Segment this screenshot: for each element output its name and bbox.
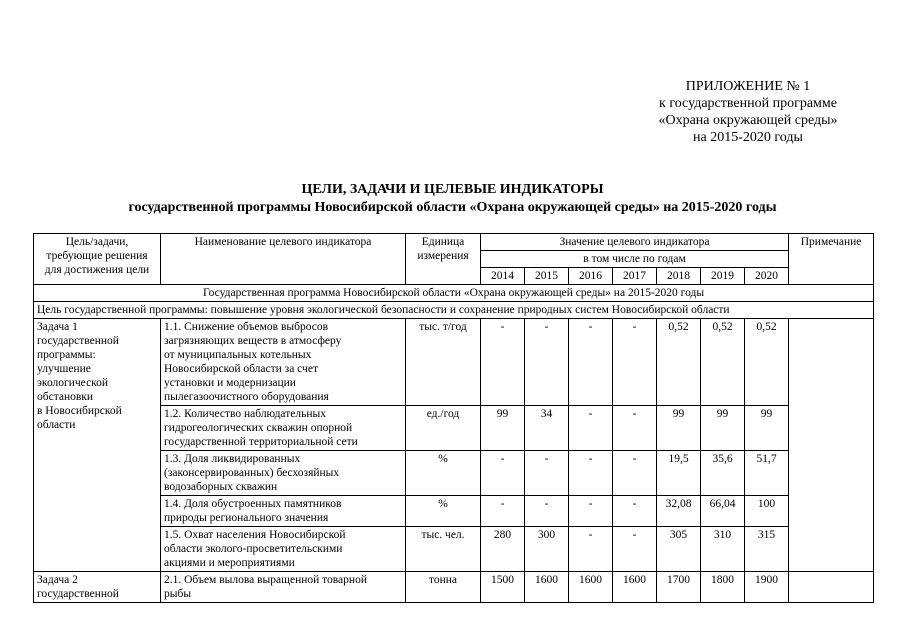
value-cell: 310 xyxy=(701,527,745,572)
value-cell: 0,52 xyxy=(701,319,745,406)
appendix-line: на 2015-2020 годы xyxy=(693,130,803,145)
program-name: Государственная программа Новосибирской области «Охрана окружающей среды» на 2015-2020 годы xyxy=(34,285,874,302)
value-cell: - xyxy=(569,527,613,572)
header-goal: Цель/задачи, требующие решения для достижения цели xyxy=(34,234,161,285)
appendix-line: к государственной программе xyxy=(659,96,837,111)
unit-cell: % xyxy=(406,496,481,527)
value-cell: 1800 xyxy=(701,572,745,603)
value-cell: 280 xyxy=(481,527,525,572)
indicator-name: 1.2. Количество наблюдательных гидрогеологических скважин опорной государственной территориальной сети xyxy=(161,406,406,451)
value-cell: 1600 xyxy=(613,572,657,603)
year-header: 2015 xyxy=(525,268,569,285)
value-cell: 1700 xyxy=(657,572,701,603)
table-row xyxy=(34,319,874,406)
value-cell: - xyxy=(569,451,613,496)
value-cell: - xyxy=(613,527,657,572)
unit-cell: ед./год xyxy=(406,406,481,451)
indicators-table xyxy=(33,233,874,603)
year-header: 2016 xyxy=(569,268,613,285)
value-cell: 99 xyxy=(745,406,789,451)
header-by-year: в том числе по годам xyxy=(481,251,789,268)
value-cell: 66,04 xyxy=(701,496,745,527)
value-cell: 99 xyxy=(701,406,745,451)
value-cell: 100 xyxy=(745,496,789,527)
value-cell: - xyxy=(569,496,613,527)
program-row xyxy=(34,285,874,302)
appendix-line: ПРИЛОЖЕНИЕ № 1 xyxy=(685,79,811,94)
header-unit: Единица измерения xyxy=(406,234,481,285)
indicator-name: 1.4. Доля обустроенных памятников природы регионального значения xyxy=(161,496,406,527)
unit-cell: тыс. т/год xyxy=(406,319,481,406)
task-1-cell: Задача 1 государственной программы: улучшение экологической обстановки в Новосибирской области xyxy=(34,319,161,572)
document-title xyxy=(0,181,905,217)
value-cell: 51,7 xyxy=(745,451,789,496)
year-header: 2017 xyxy=(613,268,657,285)
year-header: 2018 xyxy=(657,268,701,285)
year-header: 2014 xyxy=(481,268,525,285)
value-cell: 99 xyxy=(657,406,701,451)
value-cell: - xyxy=(613,496,657,527)
value-cell: - xyxy=(569,319,613,406)
value-cell: - xyxy=(481,319,525,406)
value-cell: 35,6 xyxy=(701,451,745,496)
header-value: Значение целевого индикатора xyxy=(481,234,789,251)
value-cell: - xyxy=(613,319,657,406)
task-2-cell: Задача 2 государственной xyxy=(34,572,161,603)
header-indicator: Наименование целевого индикатора xyxy=(161,234,406,285)
value-cell: 300 xyxy=(525,527,569,572)
value-cell: 32,08 xyxy=(657,496,701,527)
value-cell: - xyxy=(525,319,569,406)
unit-cell: тыс. чел. xyxy=(406,527,481,572)
indicator-name: 1.5. Охват населения Новосибирской области эколого-просветительскими акциями и мероприятиями xyxy=(161,527,406,572)
appendix-line: «Охрана окружающей среды» xyxy=(658,113,838,128)
appendix-caption xyxy=(633,78,863,146)
table-row xyxy=(34,572,874,603)
unit-cell: % xyxy=(406,451,481,496)
value-cell: 0,52 xyxy=(745,319,789,406)
note-cell xyxy=(789,319,874,572)
program-goal: Цель государственной программы: повышение уровня экологической безопасности и сохранение природных систем Новосибирской области xyxy=(34,302,874,319)
value-cell: - xyxy=(569,406,613,451)
value-cell: - xyxy=(525,496,569,527)
value-cell: - xyxy=(613,451,657,496)
value-cell: 1900 xyxy=(745,572,789,603)
unit-cell: тонна xyxy=(406,572,481,603)
header-row xyxy=(34,234,874,251)
value-cell: - xyxy=(481,496,525,527)
header-note: Примечание xyxy=(789,234,874,285)
title-line-2: государственной программы Новосибирской области «Охрана окружающей среды» на 2015-2020 годы xyxy=(128,200,777,215)
value-cell: 0,52 xyxy=(657,319,701,406)
value-cell: - xyxy=(481,451,525,496)
year-header: 2019 xyxy=(701,268,745,285)
note-cell xyxy=(789,572,874,603)
indicator-name: 1.1. Снижение объемов выбросов загрязняющих веществ в атмосферу от муниципальных котельных Новосибирской области за счет установки и модернизации пылегазоочистного оборудования xyxy=(161,319,406,406)
indicator-name: 1.3. Доля ликвидированных (законсервированных) бесхозяйных водозаборных скважин xyxy=(161,451,406,496)
goal-row xyxy=(34,302,874,319)
value-cell: 19,5 xyxy=(657,451,701,496)
value-cell: 1600 xyxy=(525,572,569,603)
indicator-name: 2.1. Объем вылова выращенной товарной рыбы xyxy=(161,572,406,603)
value-cell: - xyxy=(613,406,657,451)
title-line-1: ЦЕЛИ, ЗАДАЧИ И ЦЕЛЕВЫЕ ИНДИКАТОРЫ xyxy=(301,182,604,197)
value-cell: 1600 xyxy=(569,572,613,603)
year-header: 2020 xyxy=(745,268,789,285)
value-cell: 315 xyxy=(745,527,789,572)
value-cell: 34 xyxy=(525,406,569,451)
value-cell: 1500 xyxy=(481,572,525,603)
value-cell: 99 xyxy=(481,406,525,451)
value-cell: - xyxy=(525,451,569,496)
value-cell: 305 xyxy=(657,527,701,572)
